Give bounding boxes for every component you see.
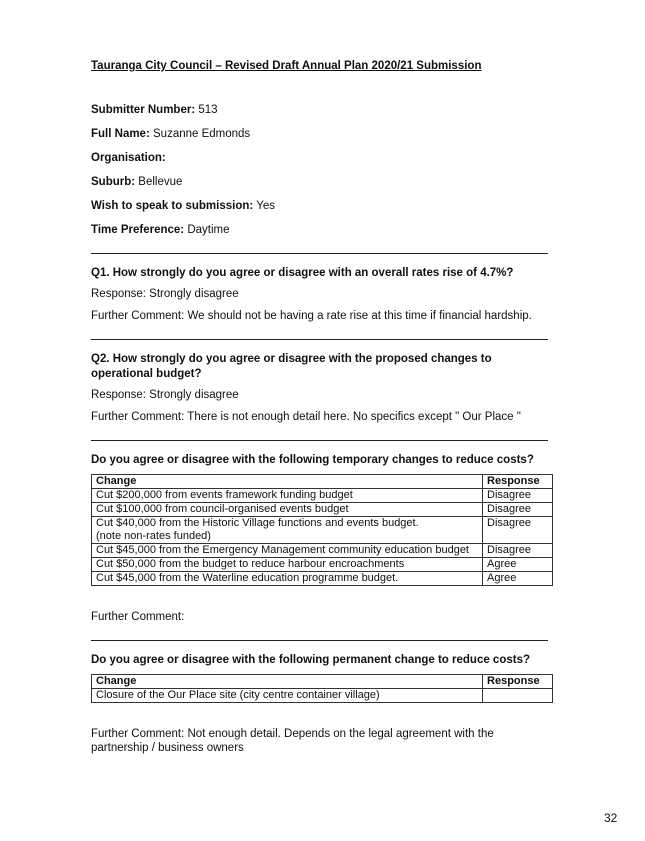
q1-response: Response: Strongly disagree [91, 288, 239, 300]
suburb-label: Suburb: [91, 176, 136, 188]
q1-comment: Further Comment: We should not be having a rate rise at this time if financial hardship. [91, 310, 532, 322]
table-row [92, 489, 553, 503]
full-name-label: Full Name: [91, 128, 150, 140]
organisation-label: Organisation: [91, 152, 166, 164]
submitter-number-field [91, 104, 553, 117]
full-name-value: Suzanne Edmonds [153, 128, 251, 140]
temporary-changes-heading: Do you agree or disagree with the following temporary changes to reduce costs? [91, 454, 534, 466]
change-cell [92, 517, 483, 544]
q1-question: Q1. How strongly do you agree or disagree with an overall rates rise of 4.7%? [91, 267, 514, 279]
submission-document [91, 60, 553, 763]
q2-response: Response: Strongly disagree [91, 389, 239, 401]
divider [91, 253, 548, 254]
table-row [92, 689, 553, 703]
divider [91, 339, 548, 340]
time-preference-value: Daytime [187, 224, 230, 236]
time-preference-field [91, 224, 553, 237]
time-preference-label: Time Preference: [91, 224, 185, 236]
column-header-change: Change [92, 475, 483, 489]
temporary-changes-table [91, 474, 553, 586]
response-cell: Disagree [483, 544, 553, 558]
permanent-change-heading: Do you agree or disagree with the following permanent change to reduce costs? [91, 654, 530, 666]
change-cell: Cut $100,000 from council-organised events budget [92, 503, 483, 517]
speak-label: Wish to speak to submission: [91, 200, 254, 212]
table-header-row [92, 675, 553, 689]
change-text: Cut $40,000 from the Historic Village functions and events budget. [96, 517, 419, 529]
q2-comment: Further Comment: There is not enough detail here. No specifics except " Our Place " [91, 411, 521, 423]
response-cell: Agree [483, 558, 553, 572]
response-cell: Disagree [483, 489, 553, 503]
table-row [92, 544, 553, 558]
page-number: 32 [604, 811, 618, 825]
column-header-change: Change [92, 675, 483, 689]
divider [91, 640, 548, 641]
document-title: Tauranga City Council – Revised Draft Annual Plan 2020/21 Submission [91, 60, 482, 72]
speak-field [91, 200, 553, 213]
change-cell: Cut $200,000 from events framework funding budget [92, 489, 483, 503]
response-cell [483, 689, 553, 703]
suburb-value: Bellevue [138, 176, 183, 188]
permanent-change-table [91, 674, 553, 703]
change-cell: Cut $50,000 from the budget to reduce harbour encroachments [92, 558, 483, 572]
q2-question: Q2. How strongly do you agree or disagree with the proposed changes to operational budget? [91, 353, 492, 380]
submitter-number-value: 513 [198, 104, 218, 116]
table-row [92, 517, 553, 544]
suburb-field [91, 176, 553, 189]
response-cell: Disagree [483, 503, 553, 517]
change-cell: Cut $45,000 from the Waterline education programme budget. [92, 572, 483, 586]
change-note: (note non-rates funded) [96, 530, 211, 542]
organisation-field [91, 152, 553, 165]
table-row [92, 572, 553, 586]
table-row [92, 503, 553, 517]
table-row [92, 558, 553, 572]
full-name-field [91, 128, 553, 141]
divider [91, 440, 548, 441]
speak-value: Yes [256, 200, 275, 212]
response-cell: Disagree [483, 517, 553, 544]
submitter-number-label: Submitter Number: [91, 104, 196, 116]
table-header-row [92, 475, 553, 489]
change-cell: Cut $45,000 from the Emergency Management community education budget [92, 544, 483, 558]
column-header-response: Response [483, 675, 553, 689]
permanent-change-comment: Further Comment: Not enough detail. Depends on the legal agreement with the partnership / business owners [91, 728, 494, 754]
column-header-response: Response [483, 475, 553, 489]
change-cell: Closure of the Our Place site (city centre container village) [92, 689, 483, 703]
response-cell: Agree [483, 572, 553, 586]
temporary-changes-comment: Further Comment: [91, 611, 185, 623]
